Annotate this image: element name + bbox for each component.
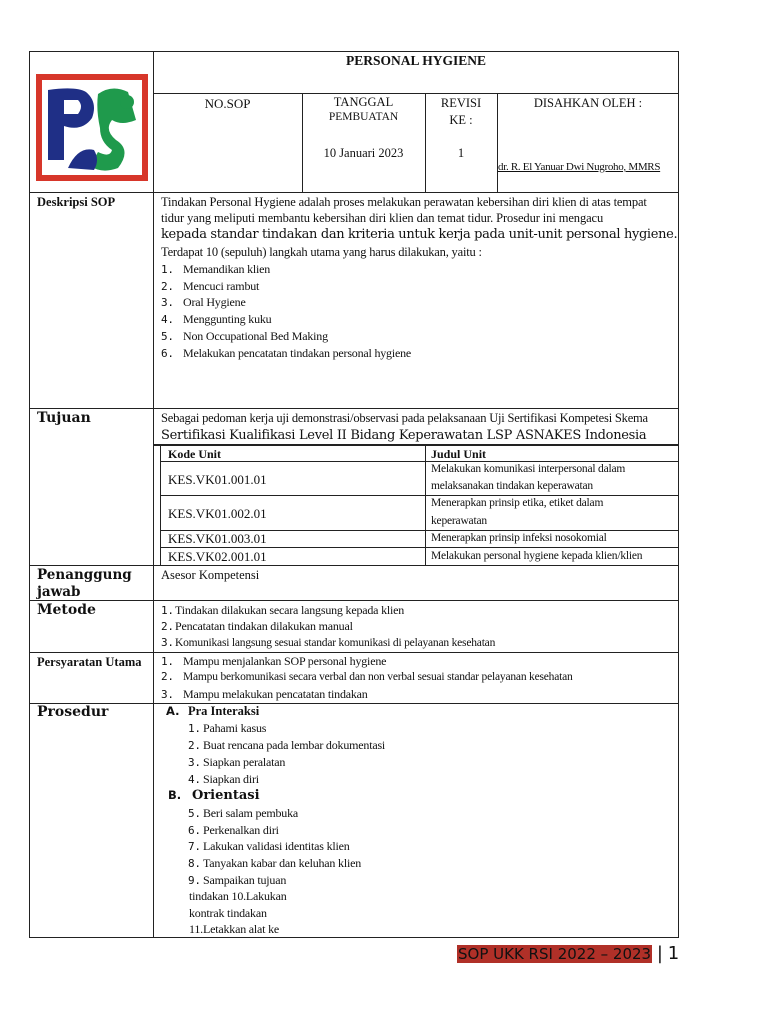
prosedur-tail-line: tindakan 10.Lakukan	[189, 889, 287, 903]
tujuan-label: Tujuan	[37, 410, 91, 426]
list-item: 3.Komunikasi langsung sesuai standar komunikasi di pelayanan kesehatan	[161, 636, 496, 649]
list-item: 2. Mampu berkomunikasi secara verbal dan non verbal sesuai standar pelayanan kesehatan	[161, 670, 573, 683]
list-item: 6. Perkenalkan diri	[188, 823, 279, 837]
persyaratan-label: Persyaratan Utama	[37, 655, 142, 669]
row-divider	[153, 444, 679, 446]
list-item: 1. Mampu menjalankan SOP personal hygiene	[161, 654, 387, 668]
row-divider	[29, 565, 679, 566]
penanggung-label: Penanggung	[37, 567, 132, 583]
judul-unit-header: Judul Unit	[431, 447, 487, 461]
list-item: 5. Non Occupational Bed Making	[161, 329, 328, 343]
list-item: 9. Sampaikan tujuan	[188, 873, 287, 887]
tujuan-line: Sertifikasi Kualifikasi Level II Bidang Keperawatan LSP ASNAKES Indonesia	[161, 428, 647, 443]
section-b-heading: B. Orientasi	[168, 788, 260, 803]
kode-unit-cell: KES.VK01.002.01	[168, 506, 267, 521]
prosedur-tail-line: 11.Letakkan alat ke	[189, 922, 280, 936]
judul-unit-cell: Melakukan komunikasi interpersonal dalam	[431, 463, 626, 475]
tanggal-label: TANGGAL	[333, 95, 394, 109]
list-item: 2.Pencatatan tindakan dilakukan manual	[161, 619, 353, 633]
kode-unit-cell: KES.VK01.003.01	[168, 531, 267, 546]
penanggung-label: jawab	[37, 584, 81, 600]
row-divider	[29, 703, 679, 704]
tanggal-value: 10 Januari 2023	[323, 146, 404, 160]
footer-separator: |	[656, 943, 663, 964]
page-title: PERSONAL HYGIENE	[346, 53, 486, 68]
ke-label: KE :	[449, 113, 473, 127]
hospital-logo	[36, 74, 148, 181]
deskripsi-label: Deskripsi SOP	[37, 195, 116, 209]
list-item: 2. Mencuci rambut	[161, 279, 260, 293]
no-sop-label: NO.SOP	[204, 96, 251, 111]
penanggung-value: Asesor Kompetensi	[161, 568, 260, 582]
disahkan-label: DISAHKAN OLEH :	[533, 96, 643, 110]
list-item: 8. Tanyakan kabar dan keluhan klien	[188, 856, 362, 870]
section-a-heading: A. Pra Interaksi	[166, 704, 260, 718]
metode-label: Metode	[37, 602, 96, 618]
approver-name: dr. R. El Yanuar Dwi Nugroho, MMRS	[498, 161, 661, 173]
judul-unit-cell: Melakukan personal hygiene kepada klien/klien	[431, 550, 643, 562]
list-item: 3. Oral Hygiene	[161, 295, 246, 309]
deskripsi-line: kepada standar tindakan dan kriteria untuk kerja pada unit-unit personal hygiene.	[161, 227, 678, 242]
list-item: 4. Siapkan diri	[188, 772, 259, 786]
page-footer	[457, 943, 679, 964]
row-divider	[29, 652, 679, 653]
unit-table-border	[160, 461, 679, 462]
judul-unit-cell: Menerapkan prinsip infeksi nosokomial	[431, 532, 607, 544]
kode-unit-header: Kode Unit	[168, 447, 222, 461]
judul-unit-cell: keperawatan	[431, 515, 487, 527]
kode-unit-cell: KES.VK02.001.01	[168, 549, 267, 564]
list-item: 3. Mampu melakukan pencatatan tindakan	[161, 687, 368, 701]
list-item: 1. Pahami kasus	[188, 721, 267, 735]
list-item: 7. Lakukan validasi identitas klien	[188, 839, 350, 853]
revisi-value: 1	[457, 146, 465, 160]
deskripsi-line: tidur yang meliputi membantu kebersihan diri klien dan temat tidur. Prosedur ini mengacu	[161, 211, 604, 225]
prosedur-label: Prosedur	[37, 704, 109, 720]
row-divider	[29, 408, 679, 409]
tujuan-line: Sebagai pedoman kerja uji demonstrasi/observasi pada pelaksanaan Uji Sertifikasi Kompetesi Skema	[161, 411, 648, 425]
page-number: 1	[667, 943, 680, 964]
deskripsi-line: Tindakan Personal Hygiene adalah proses melakukan perawatan kebersihan diri klien di atas tempat	[161, 195, 647, 209]
judul-unit-cell: melaksanakan tindakan keperawatan	[431, 480, 593, 492]
pembuatan-label: PEMBUATAN	[328, 111, 399, 123]
header-divider	[153, 93, 679, 94]
list-item: 4. Menggunting kuku	[161, 312, 272, 326]
row-divider	[29, 192, 679, 193]
prosedur-tail-line: kontrak tindakan	[189, 906, 267, 920]
judul-unit-cell: Menerapkan prinsip etika, etiket dalam	[431, 497, 604, 509]
revisi-label: REVISI	[440, 96, 482, 110]
list-item: 2. Buat rencana pada lembar dokumentasi	[188, 738, 386, 752]
label-column-divider	[153, 51, 154, 938]
deskripsi-line: Terdapat 10 (sepuluh) langkah utama yang harus dilakukan, yaitu :	[161, 245, 482, 259]
list-item: 6. Melakukan pencatatan tindakan personal hygiene	[161, 346, 412, 360]
kode-unit-cell: KES.VK01.001.01	[168, 472, 267, 487]
unit-table-border	[160, 495, 679, 496]
list-item: 5. Beri salam pembuka	[188, 806, 299, 820]
row-divider	[29, 600, 679, 601]
footer-label: SOP UKK RSI 2022 – 2023	[458, 945, 652, 963]
unit-table-border	[160, 547, 679, 548]
list-item: 1.Tindakan dilakukan secara langsung kepada klien	[161, 603, 405, 617]
list-item: 3. Siapkan peralatan	[188, 755, 286, 769]
list-item: 1. Memandikan klien	[161, 262, 271, 276]
logo-mark-icon	[42, 80, 142, 175]
